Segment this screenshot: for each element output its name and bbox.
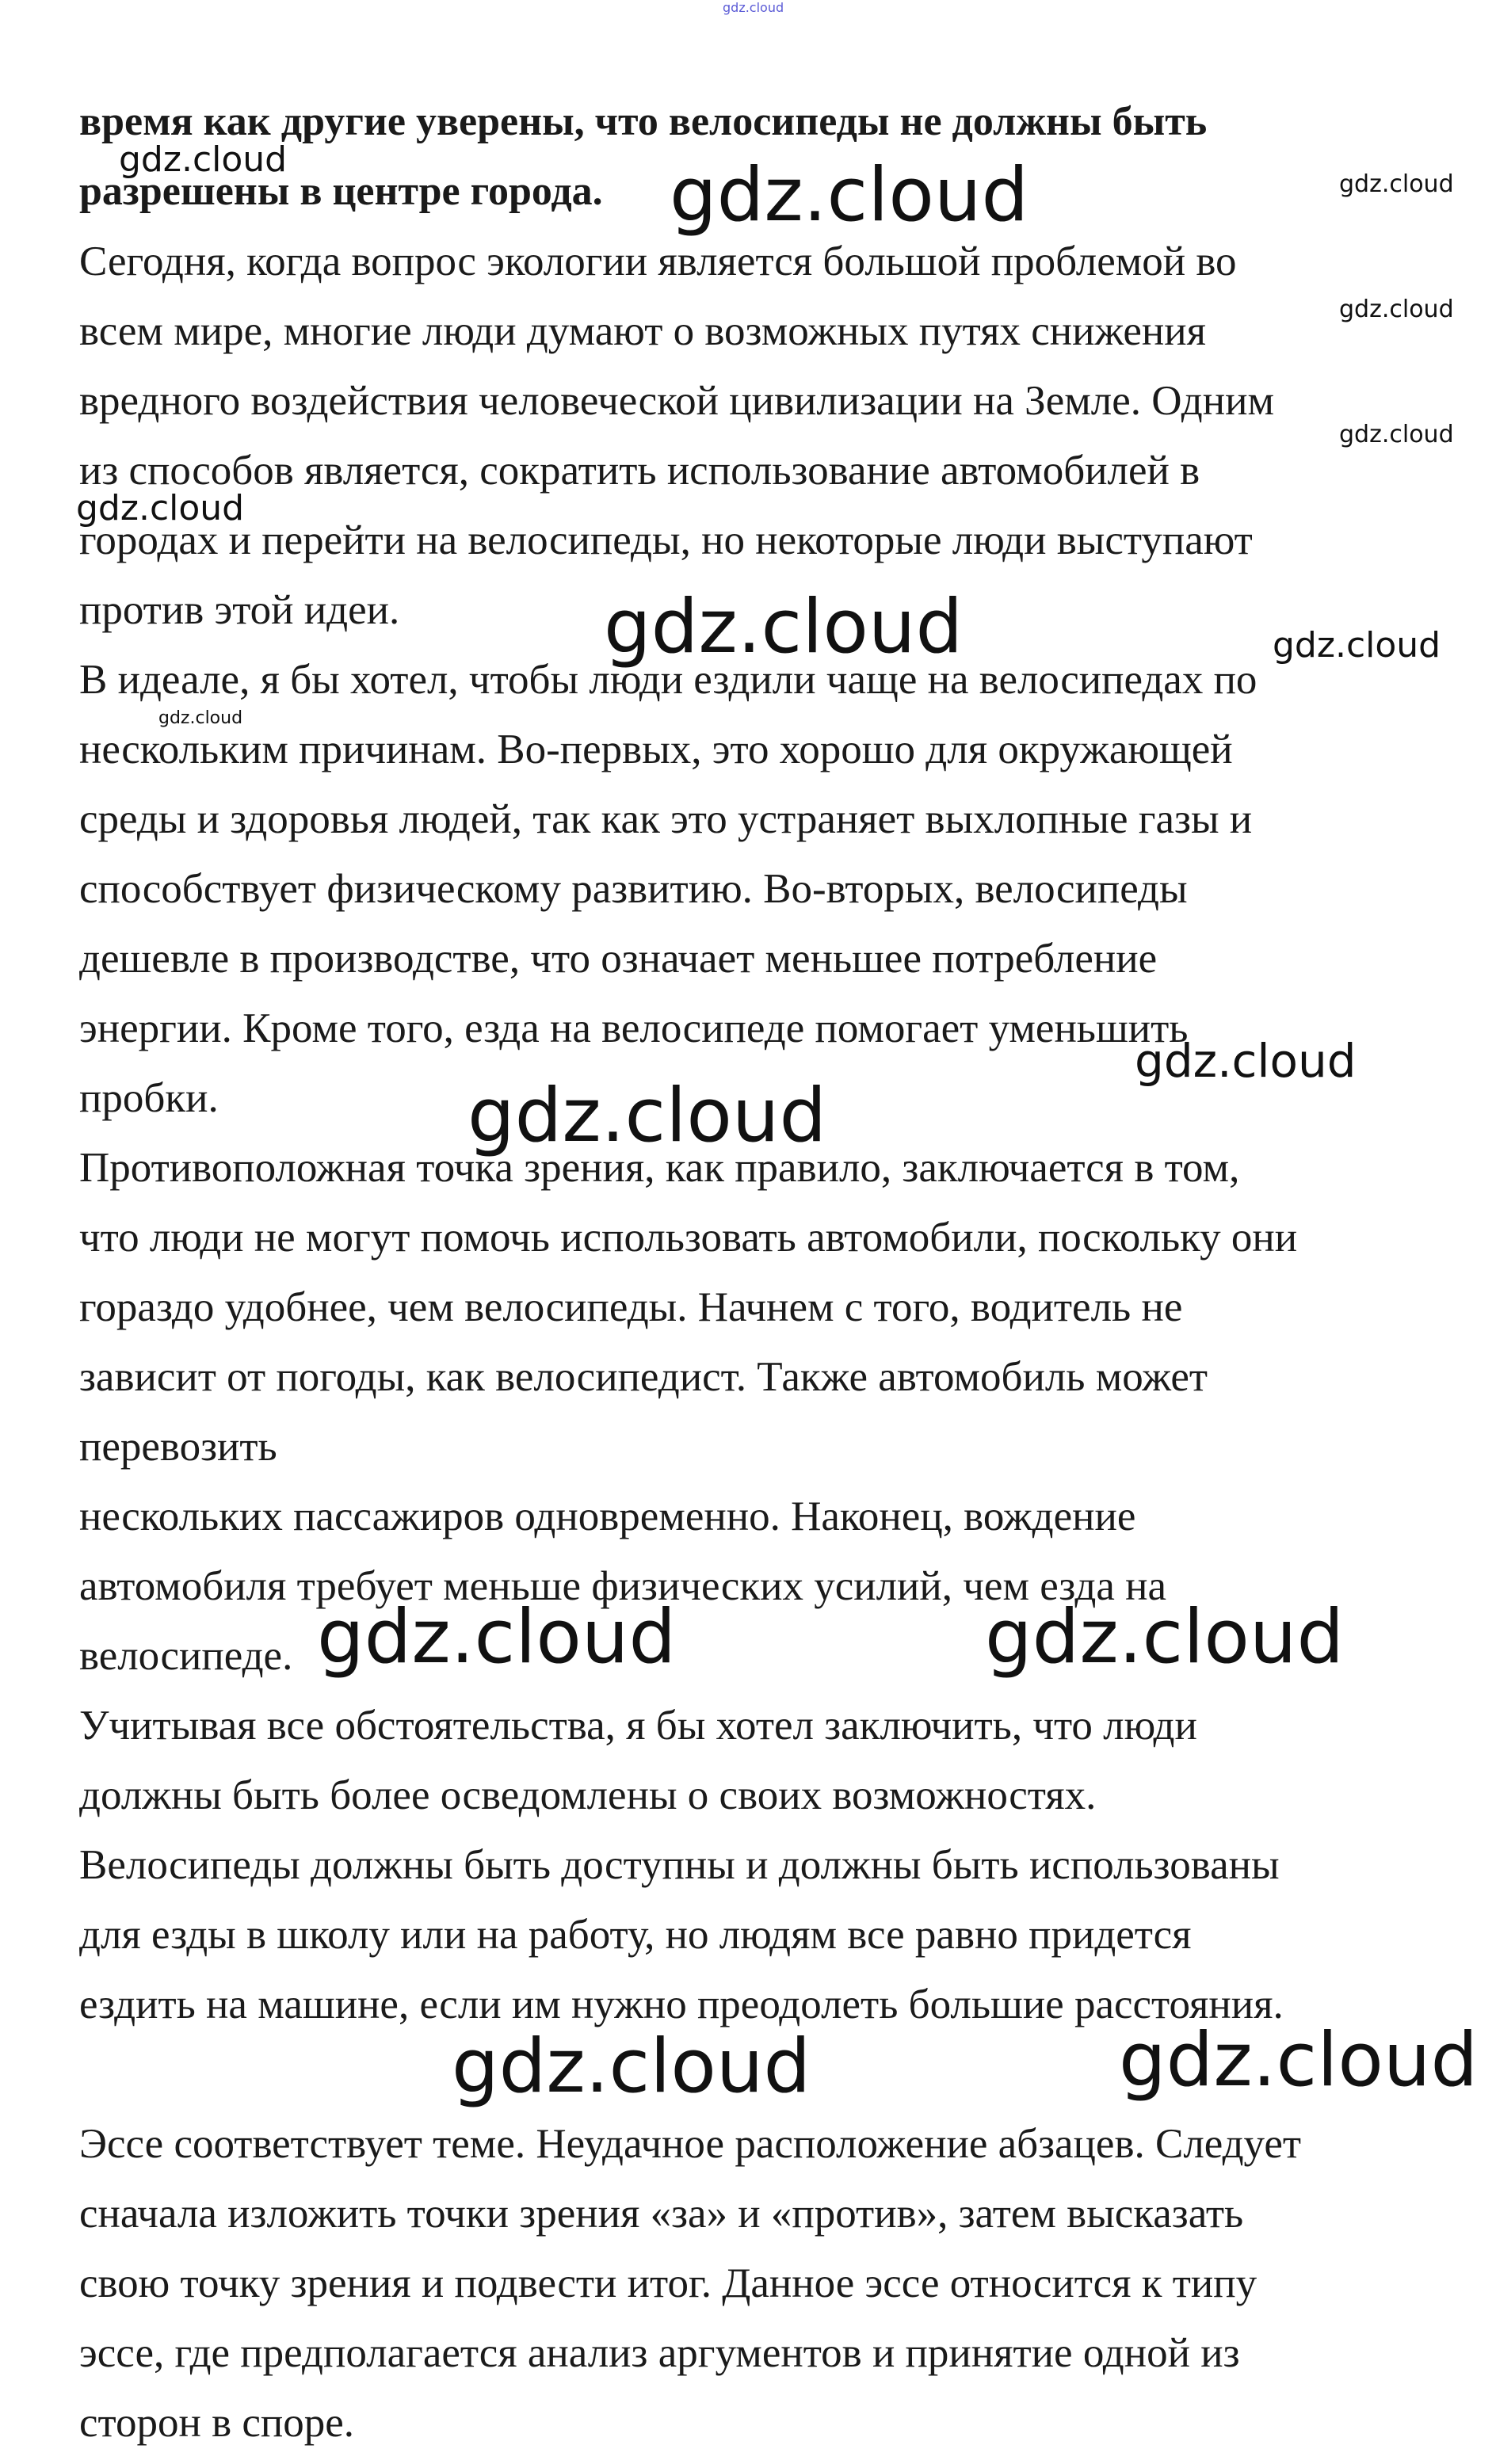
paragraph-3-line: перевозить (79, 1424, 277, 1470)
paragraph-3-line: гораздо удобнее, чем велосипеды. Начнем с того, водитель не (79, 1284, 1183, 1330)
paragraph-1-line: из способов является, сократить использование автомобилей в (79, 448, 1200, 494)
paragraph-2-line: дешевле в производстве, что означает меньшее потребление (79, 936, 1158, 982)
watermark: gdz.cloud (452, 2023, 811, 2110)
intro-line: время как другие уверены, что велосипеды не должны быть (79, 99, 1208, 144)
intro-line: разрешены в центре города. (79, 169, 603, 214)
paragraph-4-line: ездить на машине, если им нужно преодолеть большие расстояния. (79, 1981, 1284, 2027)
watermark: gdz.cloud (670, 152, 1029, 238)
paragraph-2-line: В идеале, я бы хотел, чтобы люди ездили чаще на велосипедах по (79, 657, 1257, 703)
watermark: gdz.cloud (1339, 421, 1454, 448)
paragraph-3-line: Противоположная точка зрения, как правило, заключается в том, (79, 1145, 1240, 1191)
paragraph-2-line: нескольким причинам. Во-первых, это хорошо для окружающей (79, 727, 1233, 772)
paragraph-4-line: для езды в школу или на работу, но людям все равно придется (79, 1912, 1192, 1958)
watermark: gdz.cloud (317, 1594, 677, 1680)
watermark: gdz.cloud (1119, 2017, 1479, 2104)
commentary-line: свою точку зрения и подвести итог. Данное эссе относится к типу (79, 2260, 1257, 2306)
watermark: gdz.cloud (76, 488, 245, 528)
paragraph-3-line: велосипеде. (79, 1633, 293, 1679)
paragraph-3-line: зависит от погоды, как велосипедист. Также автомобиль может (79, 1354, 1208, 1400)
watermark: gdz.cloud (468, 1073, 827, 1159)
commentary-line: эссе, где предполагается анализ аргументов и принятие одной из (79, 2330, 1240, 2376)
paragraph-1-line: Сегодня, когда вопрос экологии является большой проблемой во (79, 238, 1237, 284)
paragraph-2-line: пробки. (79, 1075, 219, 1121)
paragraph-2-line: способствует физическому развитию. Во-вторых, велосипеды (79, 866, 1188, 912)
commentary-line: Эссе соответствует теме. Неудачное расположение абзацев. Следует (79, 2121, 1302, 2167)
paragraph-2-line: энергии. Кроме того, езда на велосипеде помогает уменьшить (79, 1005, 1189, 1051)
paragraph-1-line: вредного воздействия человеческой цивилизации на Земле. Одним (79, 378, 1275, 424)
watermark: gdz.cloud (1135, 1034, 1357, 1088)
watermark-top: gdz.cloud (723, 0, 784, 15)
watermark: gdz.cloud (985, 1594, 1345, 1680)
paragraph-1-line: против этой идеи. (79, 587, 400, 633)
commentary-line: сторон в споре. (79, 2400, 355, 2446)
paragraph-1-line: всем мире, многие люди думают о возможных путях снижения (79, 308, 1207, 354)
commentary-line: сначала изложить точки зрения «за» и «против», затем высказать (79, 2191, 1244, 2237)
watermark: gdz.cloud (1339, 296, 1454, 323)
paragraph-3-line: автомобиля требует меньше физических усилий, чем езда на (79, 1563, 1167, 1609)
paragraph-2-line: среды и здоровья людей, так как это устраняет выхлопные газы и (79, 796, 1253, 842)
paragraph-4-line: должны быть более осведомлены о своих возможностях. (79, 1772, 1097, 1818)
watermark: gdz.cloud (119, 139, 288, 180)
paragraph-4-line: Велосипеды должны быть доступны и должны быть использованы (79, 1842, 1280, 1888)
paragraph-1-line: городах и перейти на велосипеды, но некоторые люди выступают (79, 517, 1253, 563)
watermark: gdz.cloud (1339, 170, 1454, 198)
watermark: gdz.cloud (604, 584, 964, 670)
paragraph-3-line: нескольких пассажиров одновременно. Наконец, вождение (79, 1493, 1136, 1539)
watermark: gdz.cloud (1273, 625, 1441, 666)
watermark: gdz.cloud (158, 708, 243, 728)
paragraph-3-line: что люди не могут помочь использовать автомобили, поскольку они (79, 1215, 1298, 1261)
paragraph-4-line: Учитывая все обстоятельства, я бы хотел заключить, что люди (79, 1703, 1197, 1749)
